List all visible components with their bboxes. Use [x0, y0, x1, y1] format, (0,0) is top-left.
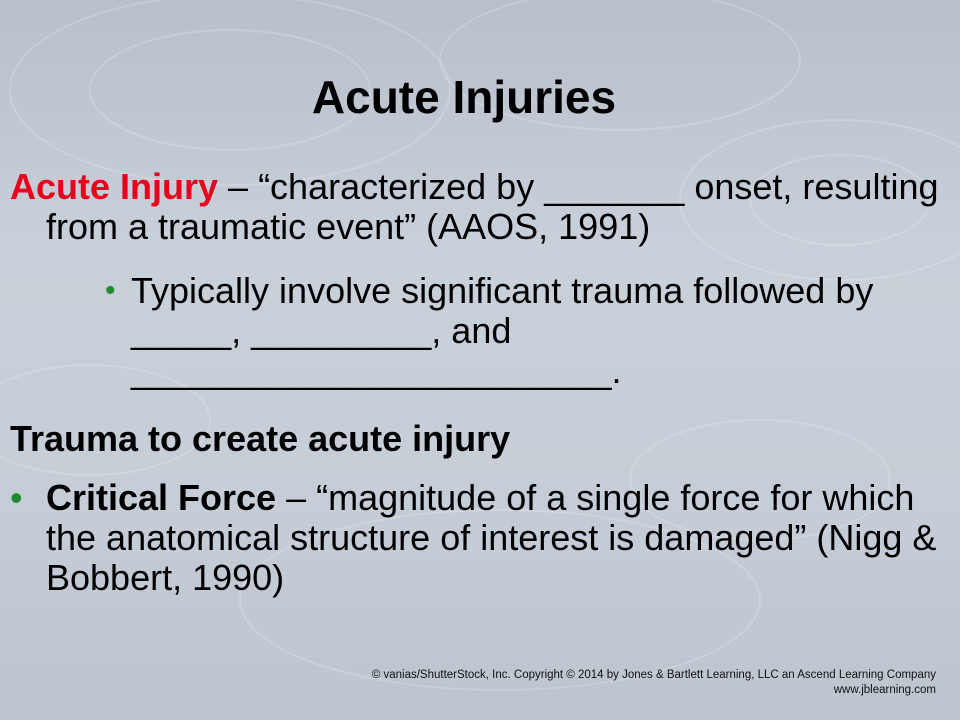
definition-term: Acute Injury: [10, 166, 219, 207]
slide-title: Acute Injuries: [311, 71, 617, 123]
bullet-icon: •: [105, 274, 116, 307]
critical-force-bullet: [10, 478, 950, 598]
copyright-text: © vanias/ShutterStock, Inc. Copyright © 2014 by Jones & Bartlett Learning, LLC an Ascend Learning Company: [371, 669, 936, 681]
section-heading: Trauma to create acute injury: [10, 418, 511, 459]
critical-force-text: – “magnitude of a single force for which the anatomical structure of interest is damaged” (Nigg & Bobbert, 1990): [46, 477, 937, 598]
website-text: www.jblearning.com: [833, 684, 936, 696]
sub-bullet-item: [105, 271, 905, 391]
definition-paragraph: [10, 167, 950, 247]
copyright-footer: [372, 668, 936, 698]
definition-text: – “characterized by _______ onset, resulting from a traumatic event” (AAOS, 1991): [46, 166, 939, 247]
bullet-icon: •: [10, 477, 23, 518]
critical-force-term: Critical Force: [46, 477, 277, 518]
sub-bullet-text: Typically involve significant trauma followed by _____, _________, and ________________________.: [131, 270, 874, 391]
critical-force-paragraph: [10, 478, 950, 598]
